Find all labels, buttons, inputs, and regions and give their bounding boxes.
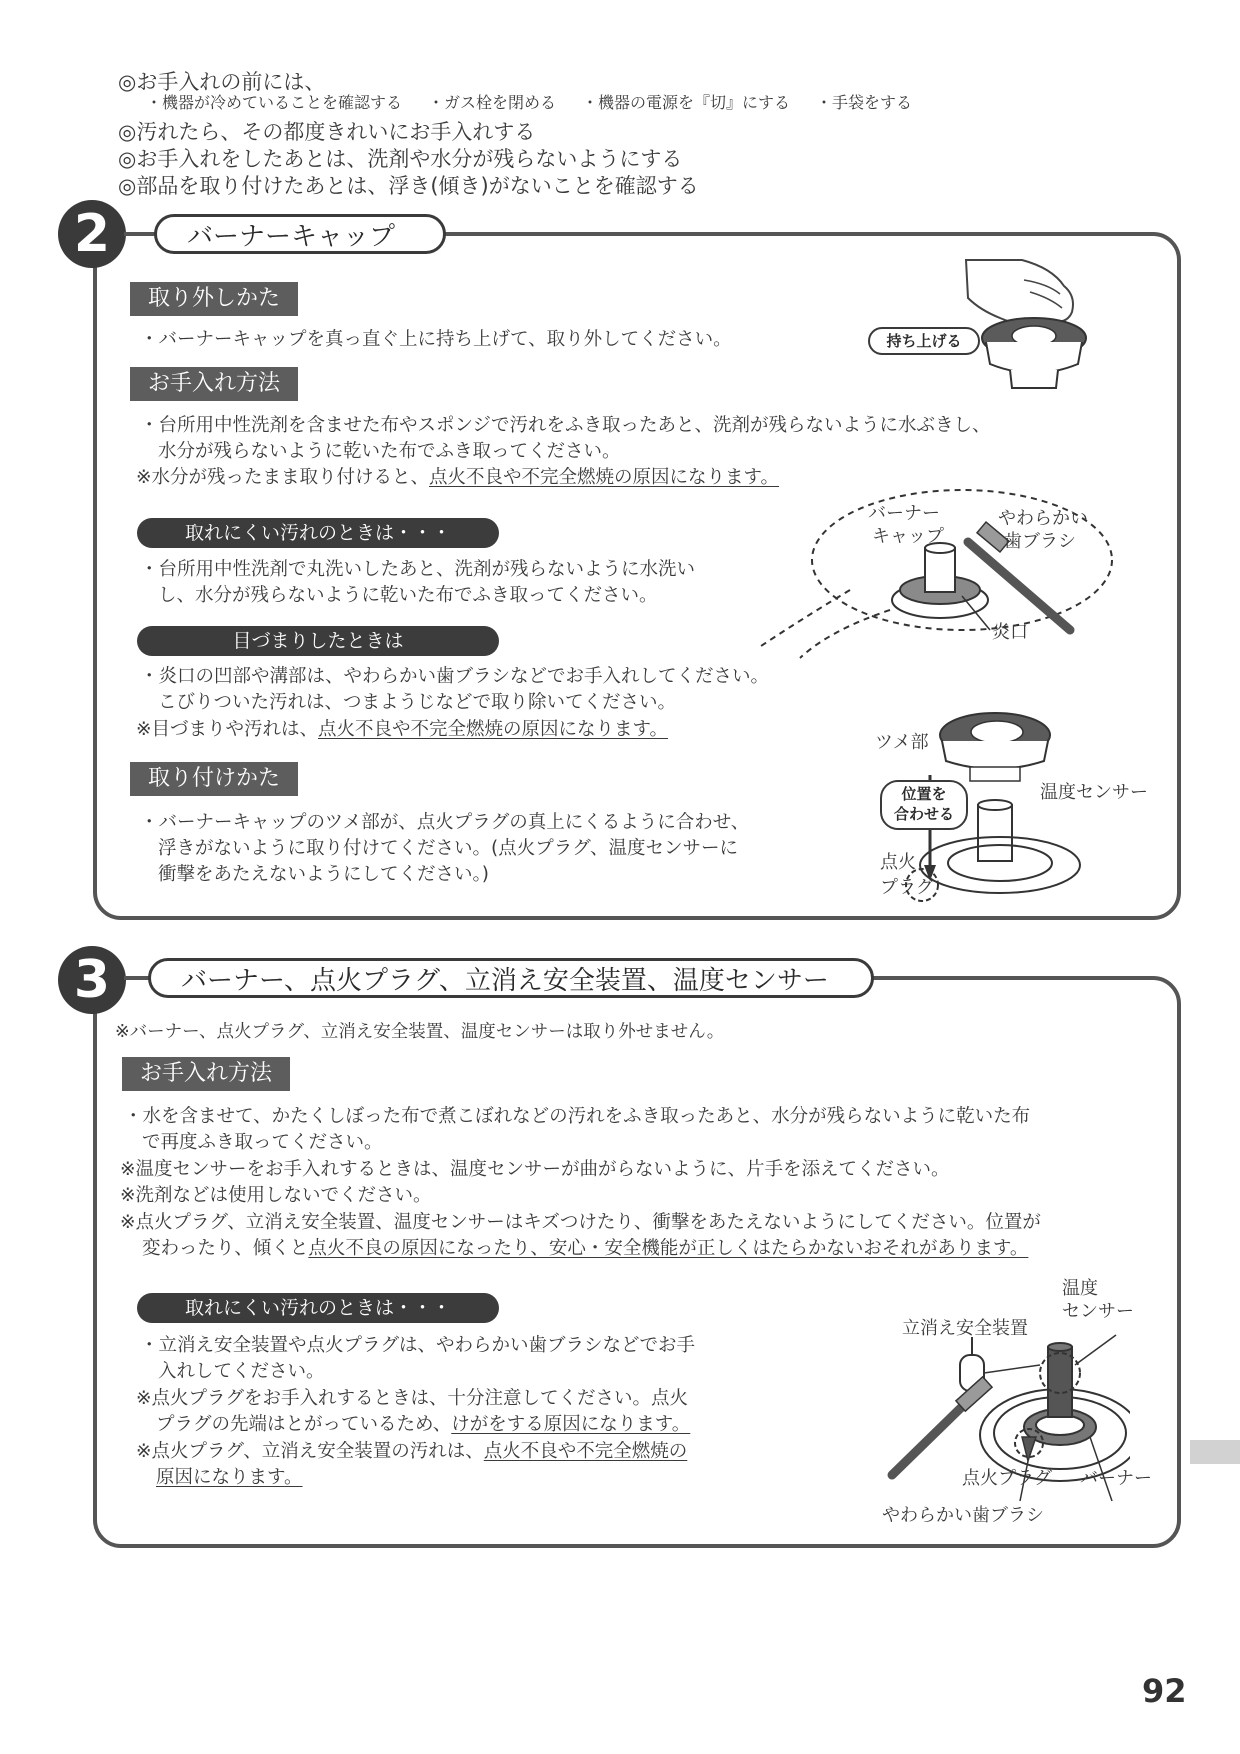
- s3-temp-sensor-label-1: 温度: [1062, 1278, 1098, 1299]
- clogged-line-1: ・炎口の凹部や溝部は、やわらかい歯ブラシなどでお手入れしてください。: [140, 666, 770, 687]
- stubborn2-note-1-line-2: [156, 1412, 690, 1437]
- removal-heading: 取り外しかた: [130, 282, 298, 316]
- removal-text: ・バーナーキャップを真っ直ぐ上に持ち上げて、取り外してください。: [140, 329, 732, 350]
- intro-check-2: ・ガス栓を閉める: [428, 93, 557, 112]
- care2-note-2: ※洗剤などは使用しないでください。: [120, 1185, 432, 1206]
- page-number: 92: [1142, 1672, 1187, 1710]
- intro-checklist: [146, 92, 938, 114]
- align-label: [880, 780, 968, 830]
- clogged-heading: 目づまりしたときは: [137, 626, 499, 656]
- care-line-1: ・台所用中性洗剤を含ませた布やスポンジで汚れをふき取ったあと、洗剤が残らないように水ぶきし、: [140, 415, 991, 436]
- intro-check-3: ・機器の電源を『切』にする: [582, 93, 791, 112]
- bubble-soft-brush-label-2: 歯ブラシ: [1004, 531, 1076, 552]
- section-2-number: 2: [58, 200, 126, 268]
- stubborn2-note-2: [136, 1439, 687, 1464]
- install-ignition-plug-label-1: 点火: [880, 852, 916, 873]
- stubborn2-line-1: ・立消え安全装置や点火プラグは、やわらかい歯ブラシなどでお手: [140, 1335, 696, 1356]
- care2-note-3-prefix: 変わったり、傾くと: [142, 1238, 309, 1259]
- s3-soft-brush-label: やわらかい歯ブラシ: [882, 1505, 1044, 1526]
- care2-line-2: で再度ふき取ってください。: [142, 1132, 383, 1153]
- claw-label: ツメ部: [875, 732, 929, 753]
- s3-ignition-plug-label: 点火プラグ: [962, 1468, 1052, 1489]
- clogged-note-prefix: ※目づまりや汚れは、: [136, 719, 319, 740]
- s3-temp-sensor-label-2: センサー: [1062, 1301, 1134, 1322]
- hand-lifting-cap-illustration: [960, 258, 1100, 393]
- stubborn2-note-2-line-2: [156, 1465, 303, 1490]
- care2-note-3-warning: 点火不良の原因になったり、安心・安全機能が正しくはたらかないおそれがあります。: [308, 1238, 1029, 1259]
- care-heading: お手入れ方法: [130, 367, 298, 401]
- section-3-title: バーナー、点火プラグ、立消え安全装置、温度センサー: [148, 958, 874, 998]
- stubborn2-note-1-prefix: プラグの先端はとがっているため、: [156, 1414, 452, 1435]
- install-line-2: 浮きがないように取り付けてください。(点火プラグ、温度センサーに: [158, 838, 738, 859]
- clogged-line-2: こびりついた汚れは、つまようじなどで取り除いてください。: [158, 692, 677, 713]
- side-index-tab: [1190, 1440, 1240, 1464]
- care2-note-3-line-2: [142, 1236, 1028, 1261]
- bubble-burner-cap-label-2: キャップ: [872, 526, 944, 547]
- clogged-note-warning: 点火不良や不完全燃焼の原因になります。: [318, 719, 669, 740]
- lift-label: 持ち上げる: [868, 327, 980, 355]
- install-line-3: 衝撃をあたえないようにしてください。): [158, 864, 489, 885]
- install-line-1: ・バーナーキャップのツメ部が、点火プラグの真上にくるように合わせ、: [140, 812, 750, 833]
- stubborn-line-2: し、水分が残らないように乾いた布でふき取ってください。: [158, 585, 658, 606]
- bubble-flame-port-label: 炎口: [992, 622, 1028, 643]
- stubborn2-note-2-warning: 点火不良や不完全燃焼の: [483, 1441, 688, 1462]
- intro-line-1: ◎お手入れの前には、: [118, 70, 326, 94]
- care-note-warning: 点火不良や不完全燃焼の原因になります。: [429, 467, 780, 488]
- section-3-note: ※バーナー、点火プラグ、立消え安全装置、温度センサーは取り外せません。: [115, 1022, 725, 1042]
- care-note: [136, 465, 779, 490]
- care-line-2: 水分が残らないように乾いた布でふき取ってください。: [158, 441, 621, 462]
- stubborn2-line-2: 入れしてください。: [158, 1361, 325, 1382]
- stubborn2-note-2-prefix: ※点火プラグ、立消え安全装置の汚れは、: [136, 1441, 484, 1462]
- intro-line-3: ◎お手入れをしたあとは、洗剤や水分が残らないようにする: [118, 147, 683, 171]
- install-ignition-plug-label-2: プラグ: [880, 877, 934, 898]
- intro-line-2: ◎汚れたら、その都度きれいにお手入れする: [118, 120, 536, 144]
- align-label-line-1: 位置を: [901, 785, 947, 803]
- stubborn2-note-2-warning-cont: 原因になります。: [156, 1467, 303, 1488]
- stubborn2-note-1-warning: けがをする原因になります。: [451, 1414, 691, 1435]
- s3-burner-label: バーナー: [1080, 1468, 1152, 1489]
- bubble-soft-brush-label-1: やわらかい: [998, 508, 1088, 529]
- stubborn-dirt-heading-2: 取れにくい汚れのときは・・・: [137, 1293, 499, 1323]
- intro-line-4: ◎部品を取り付けたあとは、浮き(傾き)がないことを確認する: [118, 174, 699, 198]
- bubble-burner-cap-label-1: バーナー: [868, 503, 940, 524]
- care-note-prefix: ※水分が残ったまま取り付けると、: [136, 467, 430, 488]
- align-label-line-2: 合わせる: [893, 805, 954, 823]
- intro-check-1: ・機器が冷めていることを確認する: [146, 93, 403, 112]
- stubborn-line-1: ・台所用中性洗剤で丸洗いしたあと、洗剤が残らないように水洗い: [140, 559, 696, 580]
- intro-check-4: ・手袋をする: [816, 93, 913, 112]
- stubborn-dirt-heading: 取れにくい汚れのときは・・・: [137, 518, 499, 548]
- s3-flame-failure-label: 立消え安全装置: [902, 1318, 1028, 1339]
- care2-note-3: ※点火プラグ、立消え安全装置、温度センサーはキズつけたり、衝撃をあたえないようにしてください。位置が: [120, 1212, 1041, 1233]
- care2-line-1: ・水を含ませて、かたくしぼった布で煮こぼれなどの汚れをふき取ったあと、水分が残らないように乾いた布: [124, 1106, 1031, 1127]
- install-temp-sensor-label: 温度センサー: [1040, 782, 1148, 803]
- section-2-title: バーナーキャップ: [154, 214, 446, 254]
- stubborn2-note-1: ※点火プラグをお手入れするときは、十分注意してください。点火: [136, 1388, 689, 1409]
- clogged-note: [136, 717, 668, 742]
- section-3-number: 3: [58, 946, 126, 1014]
- install-heading: 取り付けかた: [130, 762, 298, 796]
- care2-note-1: ※温度センサーをお手入れするときは、温度センサーが曲がらないように、片手を添えてください。: [120, 1159, 950, 1180]
- care-heading-2: お手入れ方法: [122, 1057, 290, 1091]
